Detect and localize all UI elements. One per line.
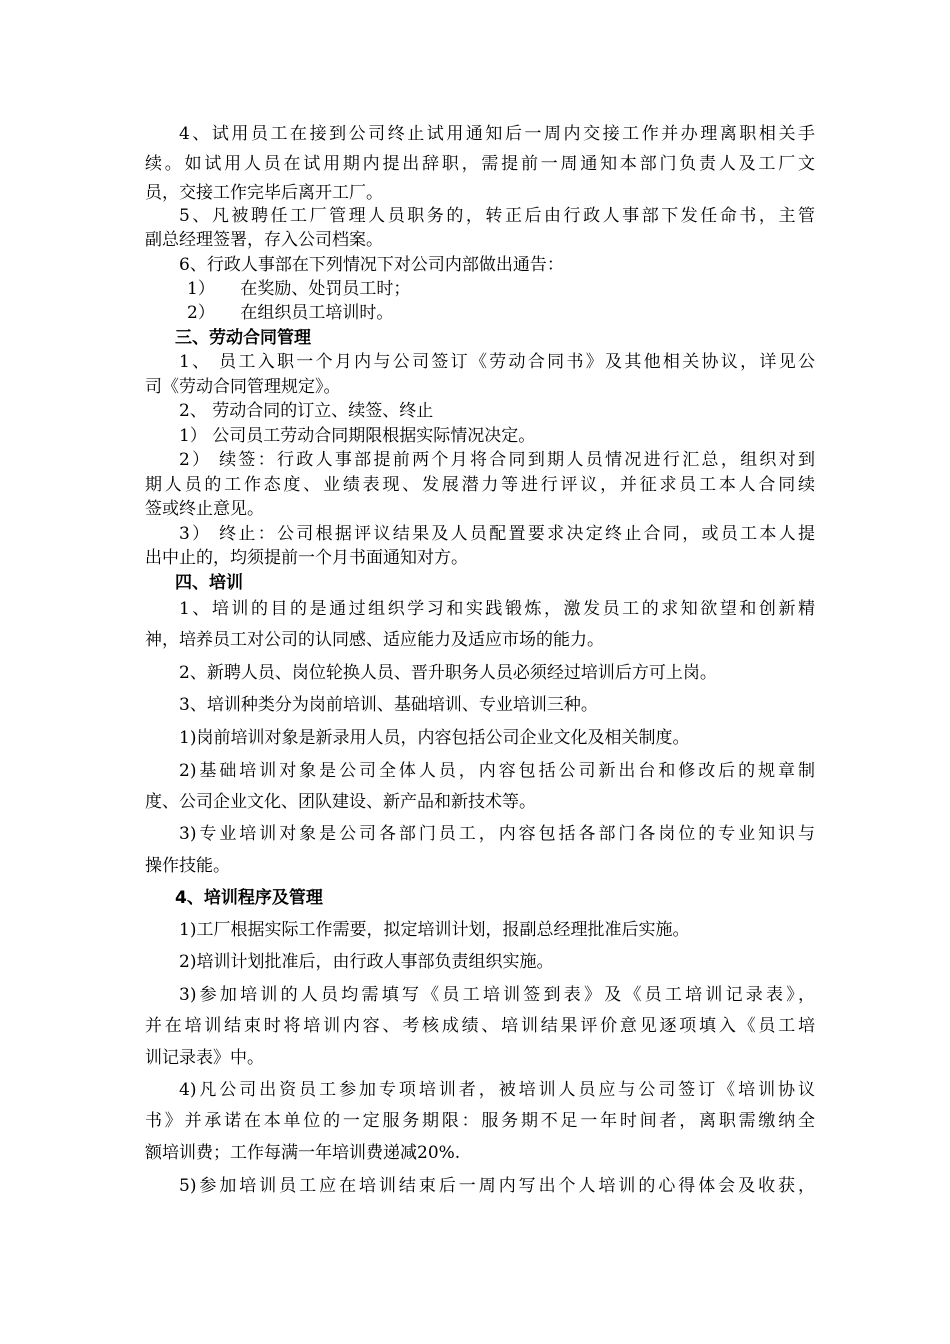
paragraph-line: 1） 公司员工劳动合同期限根据实际情况决定。 xyxy=(179,426,536,446)
paragraph-line: 司《劳动合同管理规定》。 xyxy=(145,377,341,397)
list-item: 1） 在奖励、处罚员工时； xyxy=(187,279,411,299)
paragraph-line: 2)基础培训对象是公司全体人员，内容包括公司新出台和修改后的规章制 xyxy=(179,761,815,781)
paragraph-line: 2、新聘人员、岗位轮换人员、晋升职务人员必须经过培训后方可上岗。 xyxy=(179,663,717,683)
section-heading: 三、劳动合同管理 xyxy=(175,328,311,348)
paragraph-line: 5)参加培训员工应在培训结束后一周内写出个人培训的心得体会及收获， xyxy=(179,1176,815,1196)
paragraph-line: 续。如试用人员在试用期内提出辞职，需提前一周通知本部门负责人及工厂文 xyxy=(145,154,815,174)
paragraph-line: 出中止的，均须提前一个月书面通知对方。 xyxy=(145,548,468,568)
paragraph-line: 并在培训结束时将培训内容、考核成绩、培训结果评价意见逐项填入《员工培 xyxy=(145,1016,815,1036)
section-heading: 4、培训程序及管理 xyxy=(175,888,323,908)
paragraph-line: 3)专业培训对象是公司各部门员工，内容包括各部门各岗位的专业知识与 xyxy=(179,824,815,844)
paragraph-line: 训记录表》中。 xyxy=(145,1048,264,1068)
paragraph-line: 1)工厂根据实际工作需要，拟定培训计划，报副总经理批准后实施。 xyxy=(179,920,690,940)
paragraph-line: 1)岗前培训对象是新录用人员，内容包括公司企业文化及相关制度。 xyxy=(179,728,690,748)
paragraph-line: 1、培训的目的是通过组织学习和实践锻炼，激发员工的求知欲望和创新精 xyxy=(179,599,815,619)
paragraph-line: 额培训费；工作每满一年培训费递减20%. xyxy=(145,1143,461,1163)
paragraph-line: 期人员的工作态度、业绩表现、发展潜力等进行评议，并征求员工本人合同续 xyxy=(145,475,815,495)
paragraph-line: 4、试用员工在接到公司终止试用通知后一周内交接工作并办理离职相关手 xyxy=(179,124,815,144)
paragraph-line: 3)参加培训的人员均需填写《员工培训签到表》及《员工培训记录表》， xyxy=(179,985,815,1005)
paragraph-line: 签或终止意见。 xyxy=(145,499,264,519)
paragraph-line: 6、行政人事部在下列情况下对公司内部做出通告： xyxy=(179,255,564,275)
paragraph-line: 神，培养员工对公司的认同感、适应能力及适应市场的能力。 xyxy=(145,630,604,650)
paragraph-line: 1、 员工入职一个月内与公司签订《劳动合同书》及其他相关协议，详见公 xyxy=(179,352,815,372)
paragraph-line: 5、凡被聘任工厂管理人员职务的，转正后由行政人事部下发任命书，主管 xyxy=(179,206,815,226)
paragraph-line: 度、公司企业文化、团队建设、新产品和新技术等。 xyxy=(145,792,536,812)
paragraph-line: 员，交接工作完毕后离开工厂。 xyxy=(145,183,383,203)
paragraph-line: 书》并承诺在本单位的一定服务期限：服务期不足一年时间者，离职需缴纳全 xyxy=(145,1111,815,1131)
paragraph-line: 4)凡公司出资员工参加专项培训者，被培训人员应与公司签订《培训协议 xyxy=(179,1080,815,1100)
paragraph-line: 副总经理签署，存入公司档案。 xyxy=(145,230,383,250)
paragraph-line: 2） 续签：行政人事部提前两个月将合同到期人员情况进行汇总，组织对到 xyxy=(179,450,815,470)
paragraph-line: 2、 劳动合同的订立、续签、终止 xyxy=(179,401,434,421)
paragraph-line: 操作技能。 xyxy=(145,856,230,876)
paragraph-line: 3） 终止：公司根据评议结果及人员配置要求决定终止合同，或员工本人提 xyxy=(179,524,815,544)
paragraph-line: 3、培训种类分为岗前培训、基础培训、专业培训三种。 xyxy=(179,695,598,715)
list-item: 2） 在组织员工培训时。 xyxy=(187,303,394,323)
section-heading: 四、培训 xyxy=(175,573,243,593)
paragraph-line: 2)培训计划批准后，由行政人事部负责组织实施。 xyxy=(179,952,554,972)
